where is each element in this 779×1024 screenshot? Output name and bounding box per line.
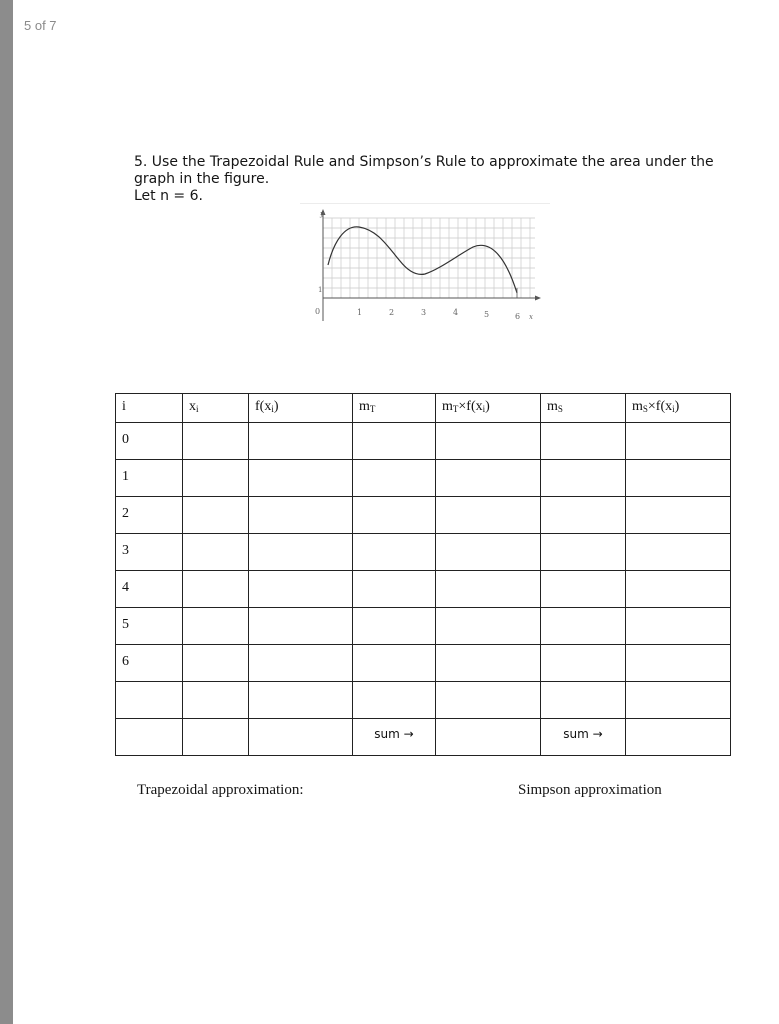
- x-tick-label-6: 6: [515, 312, 521, 321]
- computation-table: [115, 393, 731, 756]
- xi-cell[interactable]: [183, 497, 249, 534]
- mt-product-cell[interactable]: [436, 645, 541, 682]
- ms-cell[interactable]: [541, 571, 626, 608]
- sum-trapezoid-cell[interactable]: [436, 719, 541, 756]
- index-cell: 5: [116, 608, 183, 645]
- xi-cell[interactable]: [183, 423, 249, 460]
- ms-product-cell[interactable]: [626, 460, 731, 497]
- header-mt-times-fxi: $m_T\times f(x_i)$: [436, 394, 541, 423]
- origin-label: 0: [315, 307, 321, 316]
- sum-label-simpson: sum →: [541, 719, 626, 756]
- blank-cell[interactable]: [249, 682, 353, 719]
- page-counter: 5 of 7: [24, 18, 57, 33]
- function-graph: [300, 203, 550, 343]
- y-axis-label: y: [320, 210, 324, 218]
- header-xi: $x_i$: [183, 394, 249, 423]
- trapezoidal-approximation-label: Trapezoidal approximation:: [137, 782, 304, 798]
- question-text: [134, 154, 714, 205]
- ms-cell[interactable]: [541, 645, 626, 682]
- mt-cell[interactable]: [353, 571, 436, 608]
- index-cell: 6: [116, 645, 183, 682]
- ms-cell[interactable]: [541, 423, 626, 460]
- table-row: [116, 460, 731, 497]
- mt-cell[interactable]: [353, 534, 436, 571]
- x-axis-label: x: [529, 313, 533, 321]
- sum-label-trapezoid: sum →: [353, 719, 436, 756]
- ms-cell[interactable]: [541, 497, 626, 534]
- blank-cell: [183, 719, 249, 756]
- header-ms-times-fxi: $m_S\times f(x_i)$: [626, 394, 731, 423]
- blank-cell[interactable]: [541, 682, 626, 719]
- ms-product-cell[interactable]: [626, 423, 731, 460]
- blank-cell[interactable]: [626, 682, 731, 719]
- xi-cell[interactable]: [183, 645, 249, 682]
- table-row-blank: [116, 682, 731, 719]
- mt-cell[interactable]: [353, 608, 436, 645]
- ms-product-cell[interactable]: [626, 534, 731, 571]
- table-row: [116, 497, 731, 534]
- blank-cell: [249, 719, 353, 756]
- blank-cell[interactable]: [116, 682, 183, 719]
- blank-cell[interactable]: [183, 682, 249, 719]
- xi-cell[interactable]: [183, 460, 249, 497]
- blank-cell[interactable]: [353, 682, 436, 719]
- header-fxi: $f(x_i)$: [249, 394, 353, 423]
- ms-product-cell[interactable]: [626, 645, 731, 682]
- function-curve: [328, 227, 517, 293]
- x-tick-label-2: 2: [389, 308, 395, 317]
- header-i: i: [116, 394, 183, 423]
- page-edge-bar: [0, 0, 13, 1024]
- graph-svg: [300, 203, 550, 343]
- fxi-cell[interactable]: [249, 645, 353, 682]
- xi-cell[interactable]: [183, 534, 249, 571]
- mt-product-cell[interactable]: [436, 423, 541, 460]
- ms-product-cell[interactable]: [626, 497, 731, 534]
- table-row: [116, 571, 731, 608]
- fxi-cell[interactable]: [249, 534, 353, 571]
- x-tick-label-4: 4: [453, 308, 459, 317]
- mt-cell[interactable]: [353, 645, 436, 682]
- xi-cell[interactable]: [183, 608, 249, 645]
- index-cell: 3: [116, 534, 183, 571]
- fxi-cell[interactable]: [249, 497, 353, 534]
- x-tick-label-5: 5: [484, 310, 490, 319]
- index-cell: 1: [116, 460, 183, 497]
- mt-product-cell[interactable]: [436, 497, 541, 534]
- table-row: [116, 645, 731, 682]
- mt-cell[interactable]: [353, 460, 436, 497]
- fxi-cell[interactable]: [249, 571, 353, 608]
- blank-cell[interactable]: [436, 682, 541, 719]
- index-cell: 4: [116, 571, 183, 608]
- mt-product-cell[interactable]: [436, 534, 541, 571]
- header-ms: $m_S$: [541, 394, 626, 423]
- table-row: [116, 608, 731, 645]
- table-header-row: [116, 394, 731, 423]
- ms-cell[interactable]: [541, 534, 626, 571]
- x-tick-label-3: 3: [421, 308, 427, 317]
- question-line-1: 5. Use the Trapezoidal Rule and Simpson’s Rule to approximate the area under the: [134, 154, 714, 170]
- mt-cell[interactable]: [353, 423, 436, 460]
- x-axis-arrow: [535, 296, 541, 301]
- mt-cell[interactable]: [353, 497, 436, 534]
- ms-product-cell[interactable]: [626, 571, 731, 608]
- sum-simpson-cell[interactable]: [626, 719, 731, 756]
- xi-cell[interactable]: [183, 571, 249, 608]
- index-cell: 0: [116, 423, 183, 460]
- blank-cell: [116, 719, 183, 756]
- x-tick-label-1: 1: [357, 308, 363, 317]
- fxi-cell[interactable]: [249, 460, 353, 497]
- question-line-3: Let n = 6.: [134, 188, 203, 204]
- ms-cell[interactable]: [541, 608, 626, 645]
- fxi-cell[interactable]: [249, 423, 353, 460]
- table-row: [116, 423, 731, 460]
- ms-product-cell[interactable]: [626, 608, 731, 645]
- header-mt: $m_T$: [353, 394, 436, 423]
- grid-lines: [323, 218, 535, 298]
- simpson-approximation-label: Simpson approximation: [518, 782, 662, 798]
- ms-cell[interactable]: [541, 460, 626, 497]
- table-row: [116, 534, 731, 571]
- mt-product-cell[interactable]: [436, 460, 541, 497]
- mt-product-cell[interactable]: [436, 608, 541, 645]
- mt-product-cell[interactable]: [436, 571, 541, 608]
- index-cell: 2: [116, 497, 183, 534]
- y-tick-label: 1: [318, 286, 323, 294]
- question-line-2: graph in the figure.: [134, 171, 270, 187]
- table-sum-row: [116, 719, 731, 756]
- fxi-cell[interactable]: [249, 608, 353, 645]
